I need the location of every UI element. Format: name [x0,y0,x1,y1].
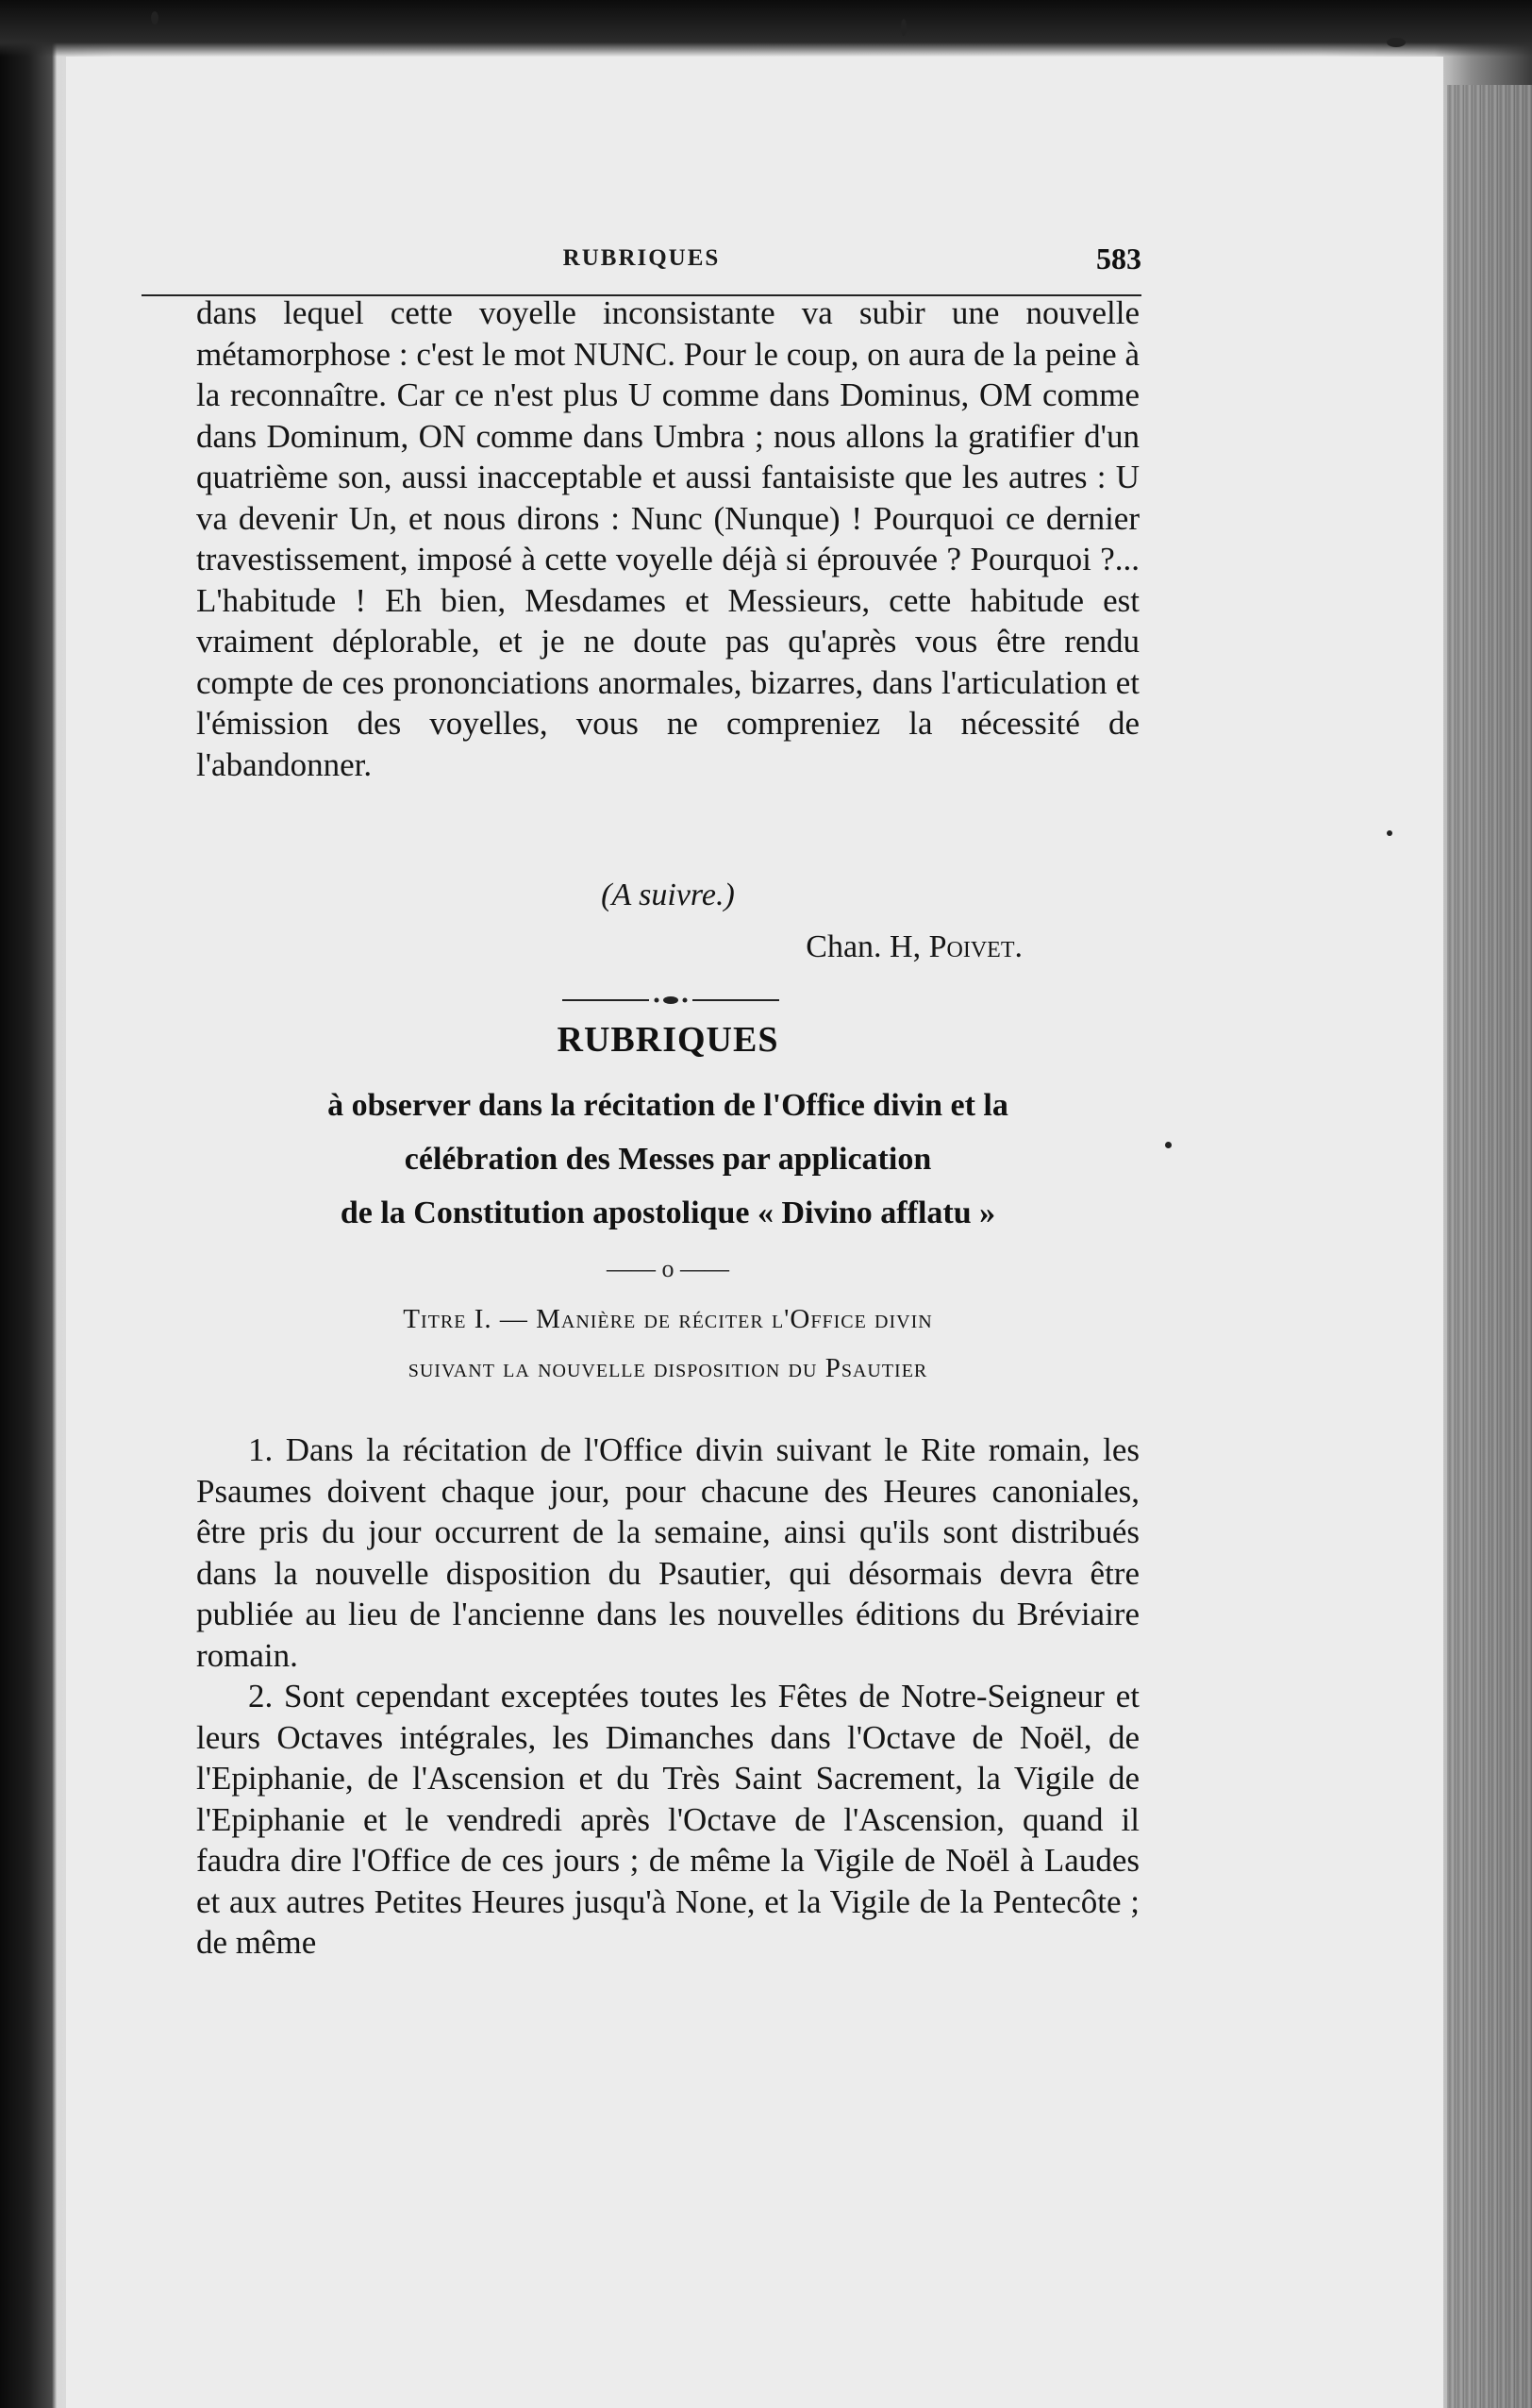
numbered-paragraph: 1. Dans la récitation de l'Office divin suivant le Rite romain, les Psaumes doivent chaque jour, pour chacune des Heures canoniales, être pris du jour occurrent de la semaine, ainsi qu'ils sont distribués dans la nouvelle disposition du Psautier, qui désormais devra être publiée au lieu de l'ancienne dans les nouvelles éditions du Bréviaire romain. [196,1431,1140,1674]
scan-speck [1387,830,1392,836]
author-signature [806,929,1023,965]
subheading-line: de la Constitution apostolique « Divino afflatu » [340,1196,996,1230]
subheading-line: à observer dans la récitation de l'Office divin et la [327,1088,1008,1123]
page-header [142,238,1141,296]
book-spine-shadow [0,0,57,2408]
to-be-continued-note: (A suivre.) [601,878,735,912]
running-title: RUBRIQUES [562,245,721,271]
scan-speck [151,11,158,25]
title-line: suivant la nouvelle disposition du Psautier [408,1353,928,1383]
scan-speck [1165,1142,1172,1148]
numbered-paragraph: 2. Sont cependant exceptées toutes les Fêtes de Notre-Seigneur et leurs Octaves intégrales, les Dimanches dans l'Octave de Noël, de l'Epiphanie, de l'Ascension et du Très Saint Sacrement, la Vigile de l'Epiphanie et le vendredi après l'Octave de l'Ascension, quand il faudra dire l'Office de ces jours ; de même la Vigile de Noël à Laudes et aux autres Petites Heures jusqu'à None, et la Vigile de la Pentecôte ; de même [196,1678,1140,1961]
author-prefix: Chan. H, [806,929,922,964]
section-heading: RUBRIQUES [557,1020,779,1060]
title-one-heading [196,1295,1140,1393]
rubrics-body [196,1430,1140,1964]
subheading-line: célébration des Messes par application [404,1142,932,1177]
article-continuation [196,293,1140,785]
paragraph: dans lequel cette voyelle inconsistante va subir une nouvelle métamorphose : c'est le mot NUNC. Pour le coup, on aura de la peine à la reconnaître. Car ce n'est plus U comme dans Dominus, OM comme dans Dominum, ON comme dans Umbra ; nous allons la gratifier d'un quatrième son, aussi inacceptable et aussi fantaisiste que les autres : U va devenir Un, et nous dirons : Nunc (Nunque) ! Pourquoi ce dernier travestissement, imposé à cette voyelle déjà si éprouvée ? Pourquoi ?... L'habitude ! Eh bien, Mesdames et Messieurs, cette habitude est vraiment déplorable, et je ne doute pas qu'après vous être rendu compte de ces prononciations anormales, bizarres, dans l'articulation et l'émission des voyelles, vous ne compreniez la nécessité de l'abandonner. [196,294,1140,783]
small-divider: —— o —— [607,1255,729,1282]
title-line: Titre I. — Manière de réciter l'Office divin [403,1304,933,1334]
page-number: 583 [1096,242,1141,276]
ornamental-rule [562,991,779,1010]
scan-speck [1387,38,1406,47]
section-subheading [196,1079,1140,1240]
top-edge-shadow [0,0,1532,57]
author-surname: Poivet. [928,929,1023,964]
page-edges-stack [1447,85,1532,2408]
scan-speck [901,19,907,36]
